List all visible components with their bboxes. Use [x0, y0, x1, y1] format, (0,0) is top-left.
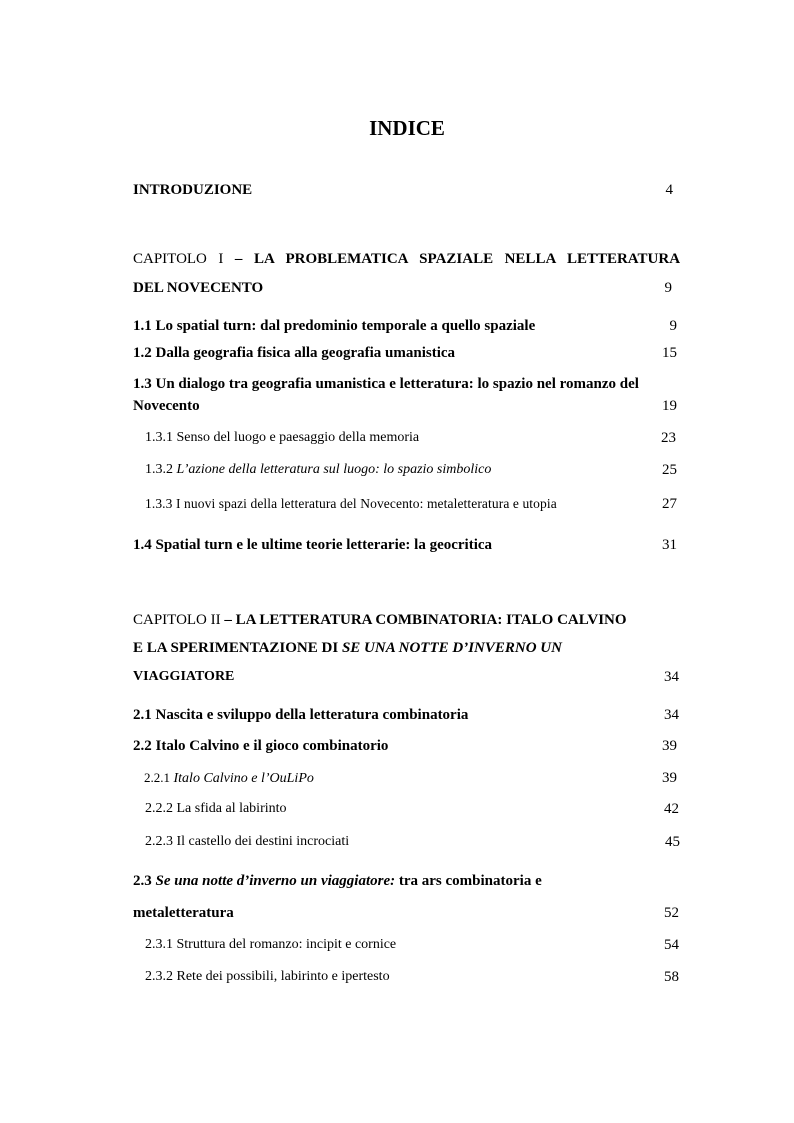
- toc-entry-2-3-2[interactable]: 2.3.2 Rete dei possibili, labirinto e ipertesto: [145, 969, 390, 984]
- toc-entry-2-3-line1[interactable]: [133, 873, 542, 890]
- toc-entry-1-4-page: 31: [662, 537, 677, 553]
- chapter2-title-line1: LA LETTERATURA COMBINATORIA: ITALO CALVINO: [235, 612, 627, 628]
- toc-entry-2-2-page: 39: [662, 738, 677, 754]
- toc-entry-1-3-2-page: 25: [662, 462, 677, 478]
- toc-entry-2-1[interactable]: 2.1 Nascita e sviluppo della letteratura combinatoria: [133, 707, 469, 723]
- chapter2-heading[interactable]: [133, 612, 627, 629]
- chapter2-dash: –: [224, 612, 232, 628]
- toc-intro-label[interactable]: INTRODUZIONE: [133, 182, 253, 198]
- chapter1-prefix: CAPITOLO I: [133, 251, 224, 267]
- toc-entry-1-3-2-number: 1.3.2: [145, 462, 173, 477]
- toc-entry-1-3-page: 19: [662, 398, 677, 414]
- toc-entry-1-3-3-label: I nuovi spazi della letteratura del Novecento: metaletteratura e utopia: [175, 496, 557, 511]
- toc-entry-2-2-2-page: 42: [664, 801, 679, 817]
- chapter1-heading[interactable]: [133, 251, 680, 268]
- chapter1-title-line2[interactable]: DEL NOVECENTO: [133, 280, 264, 296]
- chapter1-page: 9: [664, 280, 672, 296]
- chapter1-title-line1: LA PROBLEMATICA SPAZIALE NELLA LETTERATURA: [253, 251, 681, 267]
- toc-entry-1-2-page: 15: [662, 345, 677, 361]
- toc-entry-2-3-1[interactable]: 2.3.1 Struttura del romanzo: incipit e cornice: [145, 937, 397, 952]
- toc-entry-1-3-1[interactable]: 1.3.1 Senso del luogo e paesaggio della memoria: [145, 430, 420, 445]
- toc-entry-1-3-2[interactable]: [145, 462, 491, 478]
- toc-entry-1-4[interactable]: 1.4 Spatial turn e le ultime teorie letterarie: la geocritica: [133, 537, 493, 553]
- toc-entry-2-2-2[interactable]: 2.2.2 La sfida al labirinto: [145, 801, 287, 816]
- toc-entry-2-2-1[interactable]: [144, 770, 314, 787]
- chapter2-title-line2a: E LA SPERIMENTAZIONE DI: [133, 640, 339, 656]
- toc-entry-2-3-page: 52: [664, 905, 679, 921]
- toc-entry-1-3-3-number: 1.3.3: [145, 496, 173, 511]
- toc-entry-2-3-line2[interactable]: metaletteratura: [133, 905, 234, 921]
- chapter2-title-line2b: SE UNA NOTTE D’INVERNO UN: [341, 640, 562, 656]
- toc-entry-1-3-3-page: 27: [662, 496, 677, 512]
- toc-entry-2-3-1-page: 54: [664, 937, 679, 953]
- chapter2-prefix: CAPITOLO II: [133, 612, 221, 628]
- toc-entry-2-2-3[interactable]: 2.2.3 Il castello dei destini incrociati: [145, 834, 350, 849]
- chapter2-title-line3[interactable]: VIAGGIATORE: [133, 669, 235, 684]
- page-title: INDICE: [369, 116, 445, 140]
- toc-entry-1-3-1-page: 23: [661, 430, 676, 446]
- toc-entry-2-3-2-page: 58: [664, 969, 679, 985]
- toc-intro-page: 4: [665, 182, 673, 198]
- toc-entry-1-3-2-label: L’azione della letteratura sul luogo: lo spazio simbolico: [176, 462, 492, 477]
- toc-entry-2-2-1-number: 2.2.1: [144, 770, 170, 785]
- toc-entry-1-1[interactable]: 1.1 Lo spatial turn: dal predominio temporale a quello spaziale: [133, 318, 536, 334]
- toc-entry-2-2-1-label: Italo Calvino e l’OuLiPo: [173, 771, 314, 786]
- toc-entry-1-3-line2[interactable]: Novecento: [133, 398, 200, 414]
- toc-entry-2-3-number: 2.3: [133, 873, 152, 889]
- toc-entry-1-3-line1[interactable]: 1.3 Un dialogo tra geografia umanistica e letteratura: lo spazio nel romanzo del: [133, 376, 639, 392]
- toc-entry-2-2-1-page: 39: [662, 770, 677, 786]
- toc-entry-2-2-3-page: 45: [665, 834, 680, 850]
- toc-entry-1-2[interactable]: 1.2 Dalla geografia fisica alla geografia umanistica: [133, 345, 456, 361]
- chapter1-dash: –: [234, 251, 243, 267]
- chapter2-page: 34: [664, 669, 679, 685]
- toc-entry-2-2[interactable]: 2.2 Italo Calvino e il gioco combinatorio: [133, 738, 389, 754]
- toc-entry-1-3-3[interactable]: [145, 496, 557, 512]
- toc-entry-2-3-italic: Se una notte d’inverno un viaggiatore:: [155, 873, 396, 889]
- chapter2-title-line2[interactable]: [133, 640, 562, 657]
- toc-entry-2-3-rest: tra ars combinatoria e: [398, 873, 542, 889]
- toc-entry-1-1-page: 9: [669, 318, 677, 334]
- toc-entry-2-1-page: 34: [664, 707, 679, 723]
